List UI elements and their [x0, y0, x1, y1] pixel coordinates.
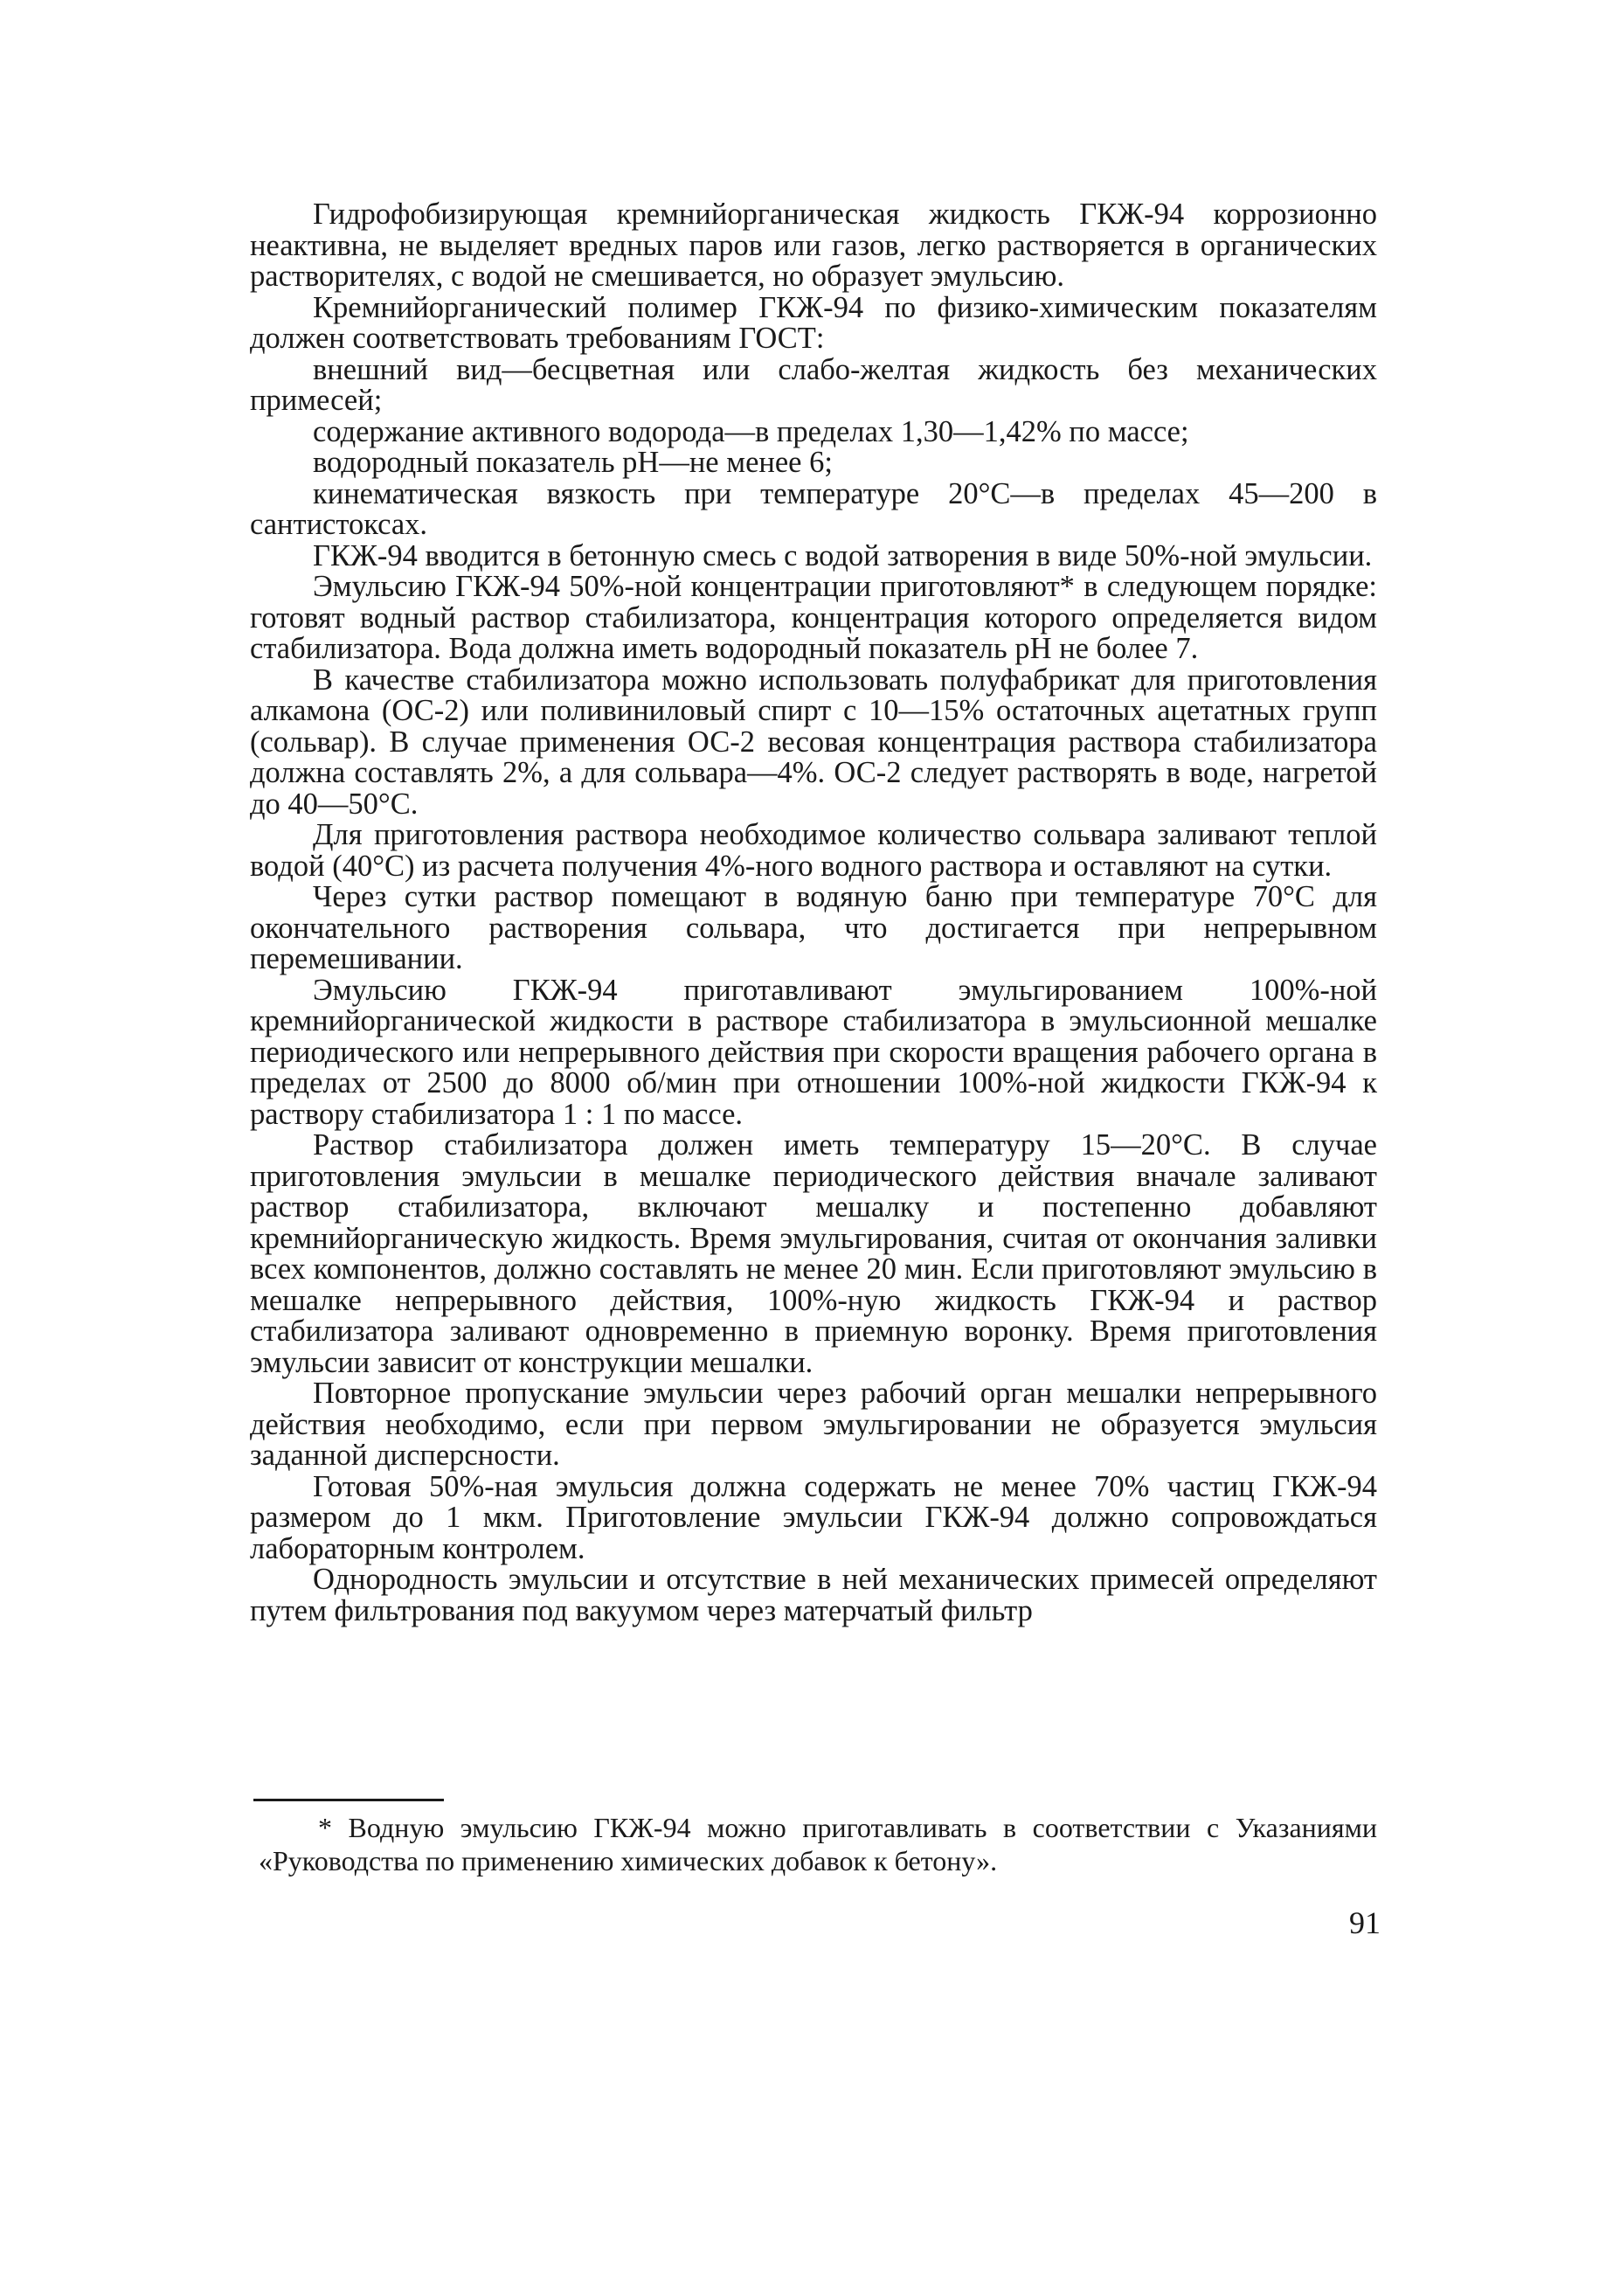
body-text [250, 199, 1377, 1627]
paragraph-temperature-mixing: Раствор стабилизатора должен иметь температуру 15—20°С. В случае приготовления эмульсии в мешалке периодического действия вначале заливают раствор стабилизатора, включают мешалку и постепенно добавляют кремнийорганическую жидкость. Время эмульгирования, считая от окончания заливки всех компонентов, должно составлять не менее 20 мин. Если приготовляют эмульсию в мешалке непрерывного действия, 100%-ную жидкость ГКЖ-94 и раствор стабилизатора заливают одновременно в приемную воронку. Время приготовления эмульсии зависит от конструкции мешалки. [250, 1128, 1377, 1379]
paragraph-intro: Гидрофобизирующая кремнийорганическая жидкость ГКЖ-94 коррозионно неактивна, не выделяет вредных паров или газов, легко растворяется в органических растворителях, с водой не смешивается, но образует эмульсию. [250, 198, 1377, 293]
paragraph-solvar-solution: Для приготовления раствора необходимое количество сольвара заливают теплой водой (40°С) из расчета получения 4%-ного водного раствора и оставляют на сутки. [250, 818, 1377, 883]
requirement-active-hydrogen: содержание активного водорода—в пределах 1,30—1,42% по массе; [313, 414, 1189, 448]
paragraph-preparation-order: Эмульсию ГКЖ-94 50%-ной концентрации приготовляют* в следующем порядке: готовят водный раствор стабилизатора, концентрация которого определяется видом стабилизатора. Вода должна иметь водородный показатель pH не более 7. [250, 570, 1377, 665]
requirement-appearance: внешний вид—бесцветная или слабо-желтая жидкость без механических примесей; [250, 352, 1377, 417]
paragraph-homogeneity: Однородность эмульсии и отсутствие в ней механических примесей определяют путем фильтрования под вакуумом через матерчатый фильтр [250, 1563, 1377, 1627]
paragraph-emulsification: Эмульсию ГКЖ-94 приготавливают эмульгированием 100%-ной кремнийорганической жидкости в растворе стабилизатора в эмульсионной мешалке периодического или непрерывного действия при скорости вращения рабочего органа в пределах от 2500 до 8000 об/мин при отношении 100%-ной жидкости ГКЖ-94 к раствору стабилизатора 1 : 1 по массе. [250, 973, 1377, 1131]
requirement-viscosity: кинематическая вязкость при температуре 20°С—в пределах 45—200 в сантистоксах. [250, 476, 1377, 541]
paragraph-gost-requirements: Кремнийорганический полимер ГКЖ-94 по физико-химическим показателям должен соответствовать требованиям ГОСТ: [250, 290, 1377, 355]
footnote-text: * Водную эмульсию ГКЖ-94 можно приготавливать в соответствии с Указаниями «Руководства по применению химических добавок к бетону». [259, 1812, 1377, 1876]
page-number: 91 [1349, 1905, 1381, 1940]
paragraph-repeat-pass: Повторное пропускание эмульсии через рабочий орган мешалки непрерывного действия необходимо, если при первом эмульгировании не образуется эмульсия заданной дисперсности. [250, 1377, 1377, 1472]
paragraph-stabilizer: В качестве стабилизатора можно использовать полуфабрикат для приготовления алкамона (ОС-2) или поливиниловый спирт с 10—15% остаточных ацетатных групп (сольвар). В случае применения ОС-2 весовая концентрация раствора стабилизатора должна составлять 2%, а для сольвара—4%. ОС-2 следует растворять в воде, нагретой до 40—50°С. [250, 662, 1377, 821]
paragraph-introduction-method: ГКЖ-94 вводится в бетонную смесь с водой затворения в виде 50%-ной эмульсии. [313, 538, 1373, 572]
footnote-divider [253, 1799, 444, 1801]
footnote [259, 1811, 1377, 1877]
paragraph-water-bath: Через сутки раствор помещают в водяную баню при температуре 70°С для окончательного растворения сольвара, что достигается при непрерывном перемешивании. [250, 880, 1377, 975]
paragraph-ready-emulsion: Готовая 50%-ная эмульсия должна содержать не менее 70% частиц ГКЖ-94 размером до 1 мкм. Приготовление эмульсии ГКЖ-94 должно сопровождаться лабораторным контролем. [250, 1469, 1377, 1565]
requirement-ph: водородный показатель pH—не менее 6; [313, 446, 833, 479]
